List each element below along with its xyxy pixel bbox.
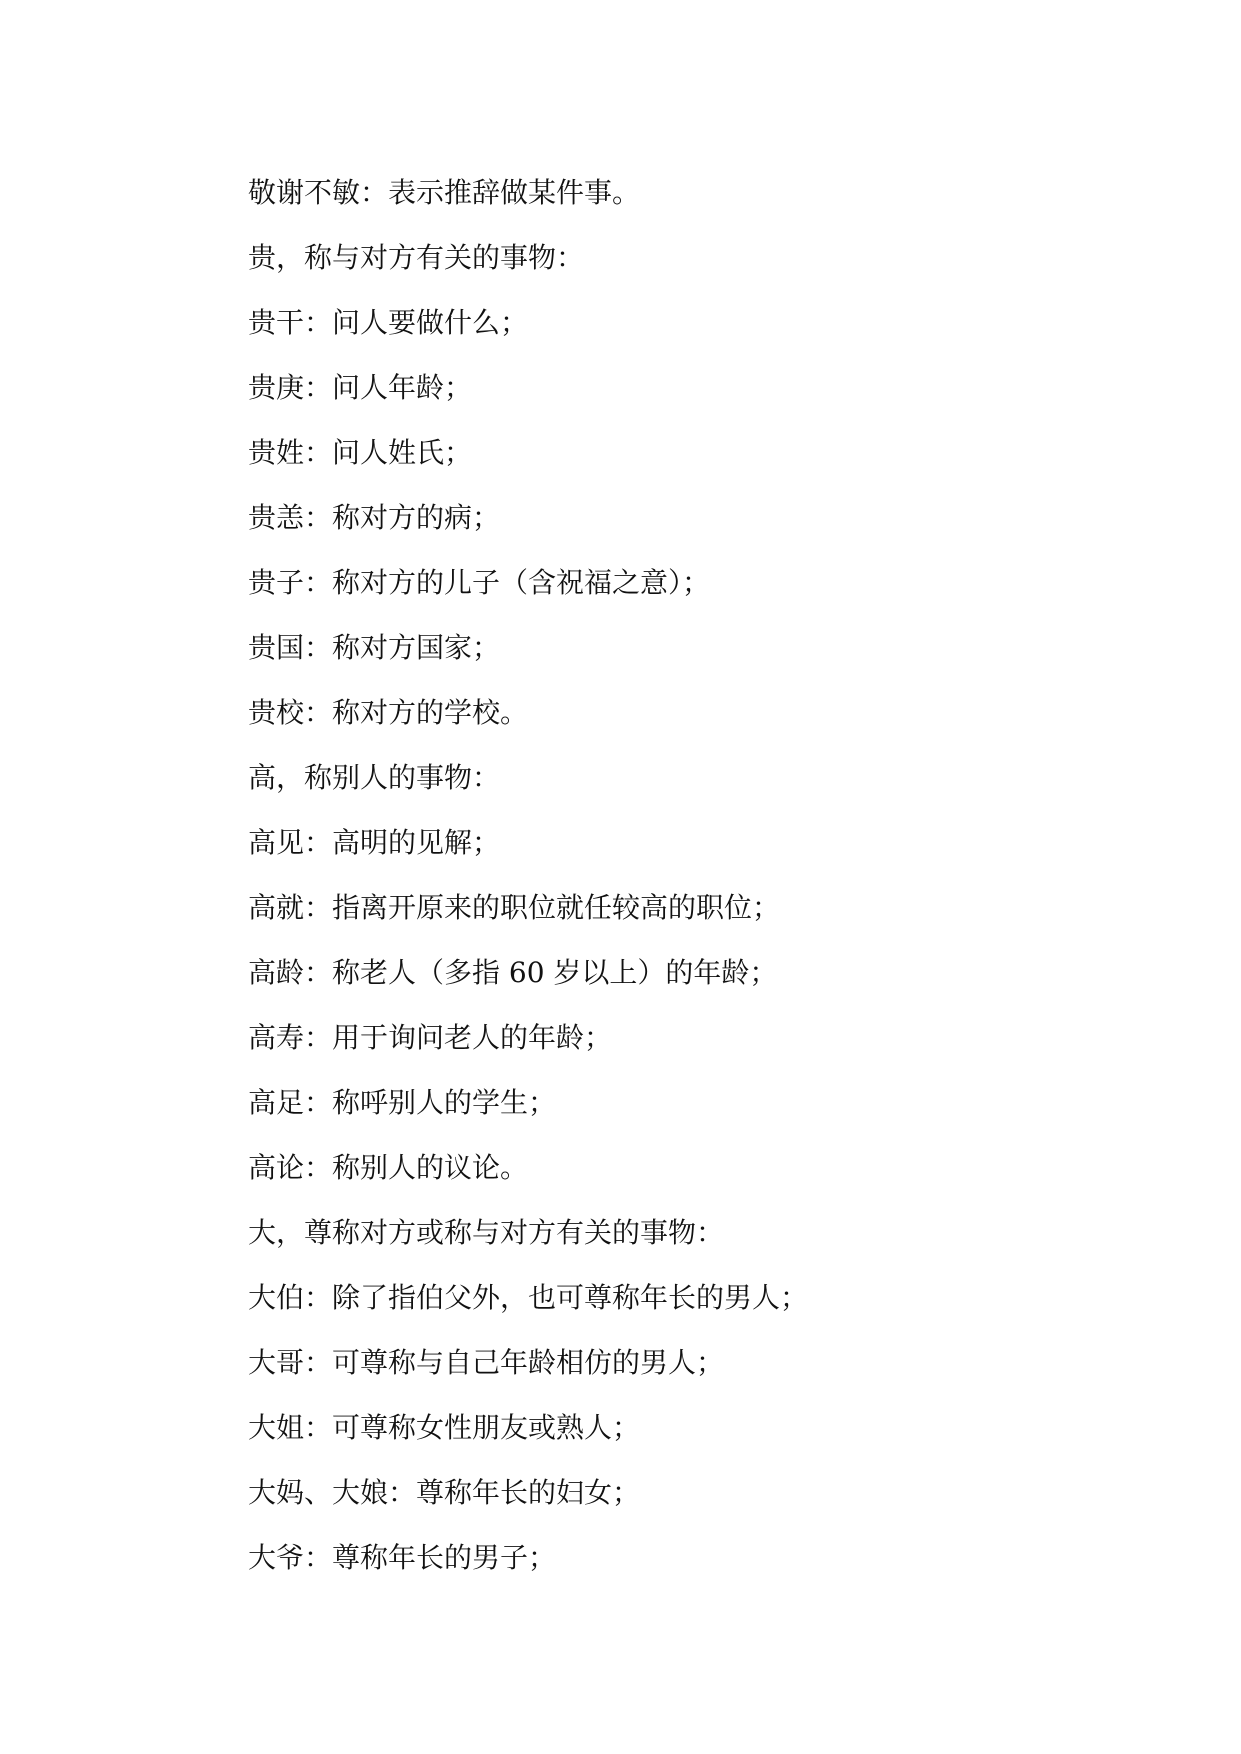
text-line-13: 高龄：称老人（多指 60 岁以上）的年龄； [248,956,778,989]
text-line-18: 大伯：除了指伯父外，也可尊称年长的男人； [248,1281,809,1314]
text-line-7: 贵子：称对方的儿子（含祝福之意）； [248,566,711,599]
text-line-3: 贵干：问人要做什么； [248,306,529,339]
text-line-14: 高寿：用于询问老人的年龄； [248,1021,613,1054]
text-line-12: 高就：指离开原来的职位就任较高的职位； [248,891,781,924]
document-body [248,160,1148,1590]
text-line-22: 大爷：尊称年长的男子； [248,1541,557,1574]
text-line-10: 高，称别人的事物： [248,761,501,794]
text-line-17: 大，尊称对方或称与对方有关的事物： [248,1216,725,1249]
text-line-20: 大姐：可尊称女性朋友或熟人； [248,1411,641,1444]
text-line-1: 敬谢不敏：表示推辞做某件事。 [248,176,641,209]
text-line-2: 贵，称与对方有关的事物： [248,241,585,274]
text-line-4: 贵庚：问人年龄； [248,371,473,404]
text-line-6: 贵恙：称对方的病； [248,501,501,534]
text-line-19: 大哥：可尊称与自己年龄相仿的男人； [248,1346,725,1379]
text-line-15: 高足：称呼别人的学生； [248,1086,557,1119]
text-line-21: 大妈、大娘：尊称年长的妇女； [248,1476,641,1509]
text-line-8: 贵国：称对方国家； [248,631,501,664]
text-line-11: 高见：高明的见解； [248,826,501,859]
text-line-16: 高论：称别人的议论。 [248,1151,529,1184]
text-line-9: 贵校：称对方的学校。 [248,696,529,729]
text-line-5: 贵姓：问人姓氏； [248,436,473,469]
